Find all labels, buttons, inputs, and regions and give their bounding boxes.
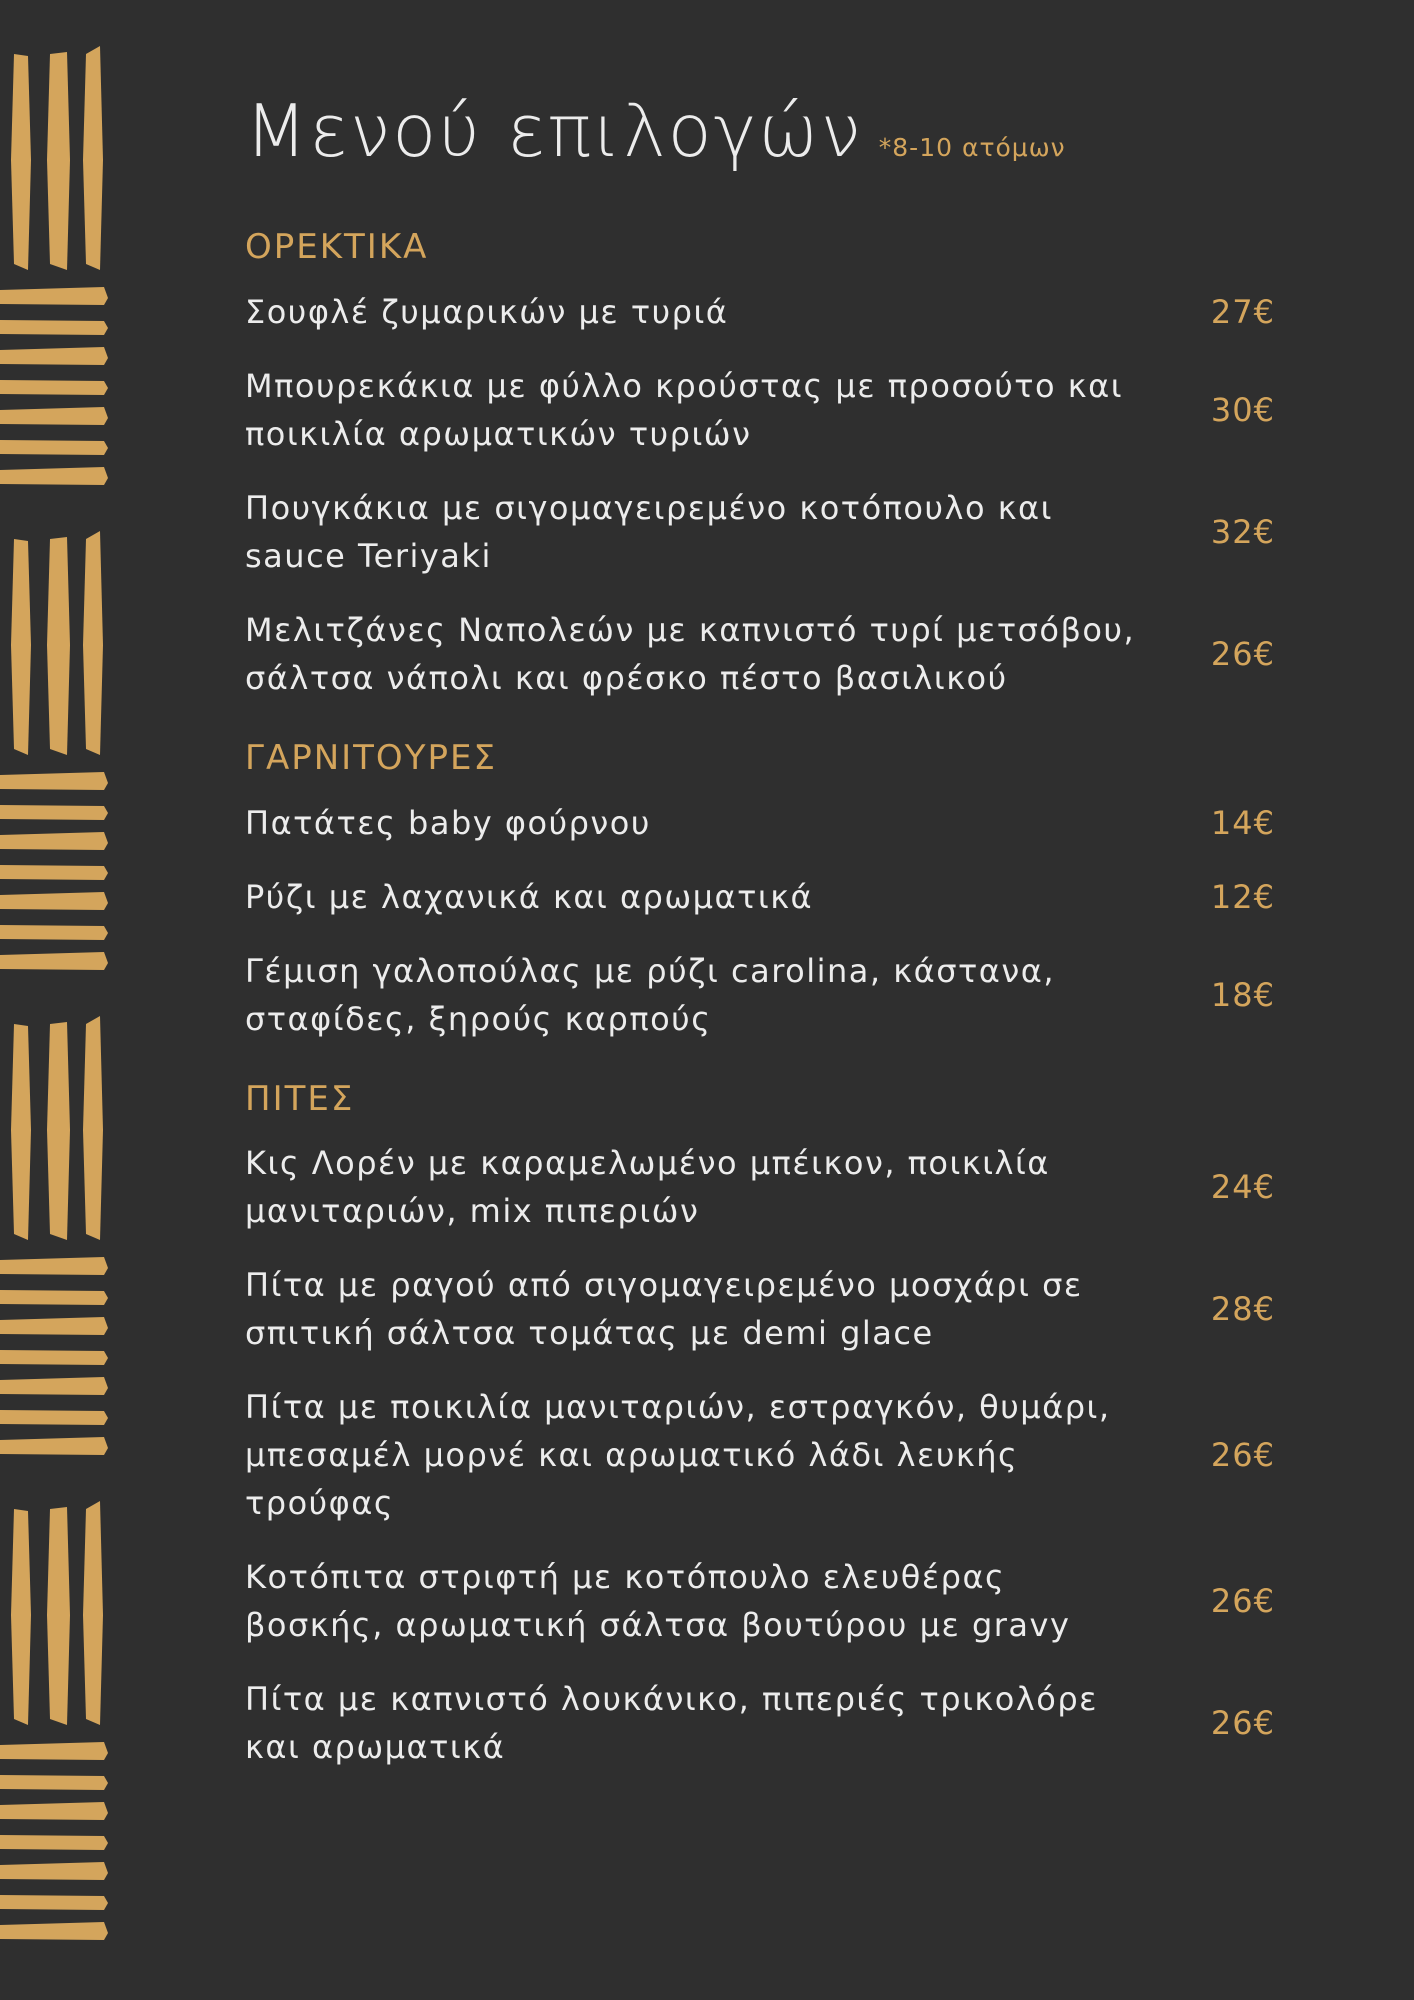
menu-item-name: Κις Λορέν με καραμελωμένο μπέικον, ποικιλία μανιταριών, mix πιπεριών [245, 1144, 1050, 1231]
menu-item-price: 26€ [1210, 1704, 1275, 1743]
menu-section [245, 227, 1275, 702]
brush-stroke [47, 52, 70, 270]
menu-item-name: Κοτόπιτα στριφτή με κοτόπουλο ελευθέρας βοσκής, αρωματική σάλτσα βουτύρου με gravy [245, 1558, 1071, 1645]
menu-item [245, 1675, 1275, 1771]
menu-item [245, 484, 1275, 580]
menu-item [245, 288, 1275, 336]
brush-stroke [0, 892, 108, 910]
brush-stroke [11, 54, 31, 270]
menu-item [245, 362, 1275, 458]
brush-stroke [83, 46, 103, 270]
brush-stroke [0, 1802, 108, 1820]
brush-stroke [11, 539, 31, 755]
menu-section [245, 1079, 1275, 1772]
brush-stroke [0, 1317, 108, 1335]
menu-item-price: 28€ [1210, 1290, 1275, 1329]
menu-item [245, 873, 1275, 921]
menu-sections [245, 227, 1275, 1771]
menu-item-price: 27€ [1210, 292, 1275, 331]
menu-item-name: Πίτα με ποικιλία μανιταριών, εστραγκόν, θυμάρι, μπεσαμέλ μορνέ και αρωματικό λάδι λευκής τρούφας [245, 1388, 1111, 1523]
brush-stroke [0, 865, 108, 880]
brush-stroke [0, 952, 108, 970]
menu-item-price: 30€ [1210, 390, 1275, 429]
brush-stroke [11, 1509, 31, 1725]
brush-stroke [0, 467, 108, 485]
brush-stroke [0, 287, 108, 305]
menu-item-name: Μπουρεκάκια με φύλλο κρούστας με προσούτο και ποικιλία αρωματικών τυριών [245, 366, 1124, 453]
page-title: Μενού επιλογών [245, 89, 863, 173]
brush-stroke [83, 531, 103, 755]
menu-item-name: Μελιτζάνες Ναπολεών με καπνιστό τυρί μετσόβου, σάλτσα νάπολι και φρέσκο πέστο βασιλικού [245, 610, 1136, 697]
section-title: ΓΑΡΝΙΤΟΥΡΕΣ [245, 737, 497, 778]
brush-stroke [83, 1501, 103, 1725]
brush-stroke [83, 1016, 103, 1240]
brush-stroke [0, 407, 108, 425]
brush-stroke [0, 347, 108, 365]
brush-stroke [0, 1862, 108, 1880]
menu-item [245, 947, 1275, 1043]
brush-stroke [11, 1024, 31, 1240]
brush-stroke [0, 925, 108, 940]
brush-stroke [0, 1835, 108, 1850]
menu-item-price: 18€ [1210, 975, 1275, 1014]
menu-item-name: Πουγκάκια με σιγομαγειρεμένο κοτόπουλο και sauce Teriyaki [245, 488, 1053, 575]
menu-item [245, 1139, 1275, 1235]
brush-stroke [0, 380, 108, 395]
brush-stroke [0, 1377, 108, 1395]
menu-item-price: 26€ [1210, 634, 1275, 673]
menu-item-price: 24€ [1210, 1168, 1275, 1207]
menu-item-name: Ρύζι με λαχανικά και αρωματικά [245, 877, 814, 916]
menu-item-name: Γέμιση γαλοπούλας με ρύζι carolina, κάστανα, σταφίδες, ξηρούς καρπούς [245, 951, 1055, 1038]
section-title: ΟΡΕΚΤΙΚΑ [245, 227, 429, 267]
menu-item-price: 14€ [1210, 803, 1275, 842]
menu-item [245, 1553, 1275, 1649]
brush-stroke [0, 1257, 108, 1275]
menu-item [245, 799, 1275, 847]
brush-stroke [0, 1410, 108, 1425]
header [245, 89, 1275, 205]
page-subtitle: *8-10 ατόμων [878, 133, 1066, 162]
brush-stroke [0, 440, 108, 455]
menu-item [245, 606, 1275, 702]
menu-item-name: Σουφλέ ζυμαρικών με τυριά [245, 292, 729, 331]
menu-section [245, 738, 1275, 1043]
brush-stripe-decoration [0, 0, 120, 2000]
menu-item-price: 32€ [1210, 512, 1275, 551]
brush-stroke [0, 1437, 108, 1455]
brush-stroke [47, 1022, 70, 1240]
brush-stroke [0, 1350, 108, 1365]
brush-stroke [0, 805, 108, 820]
brush-stroke [0, 1742, 108, 1760]
brush-stroke [0, 320, 108, 335]
brush-stroke [47, 1507, 70, 1725]
menu-item-name: Πίτα με καπνιστό λουκάνικο, πιπεριές τρικολόρε και αρωματικά [245, 1680, 1098, 1767]
menu-item [245, 1383, 1275, 1527]
brush-stroke [0, 772, 108, 790]
menu-item-price: 12€ [1210, 877, 1275, 916]
section-title: ΠΙΤΕΣ [245, 1078, 355, 1119]
brush-stroke [0, 1290, 108, 1305]
brush-stroke [0, 1775, 108, 1790]
menu-content [245, 89, 1275, 1807]
brush-stroke [0, 1922, 108, 1940]
menu-item-price: 26€ [1210, 1582, 1275, 1621]
brush-stroke [0, 1895, 108, 1910]
brush-stroke [47, 537, 70, 755]
menu-item [245, 1261, 1275, 1357]
brush-stroke [0, 832, 108, 850]
menu-item-price: 26€ [1210, 1436, 1275, 1475]
menu-item-name: Πίτα με ραγού από σιγομαγειρεμένο μοσχάρι σε σπιτική σάλτσα τομάτας με demi glace [245, 1266, 1083, 1353]
menu-item-name: Πατάτες baby φούρνου [245, 803, 651, 842]
